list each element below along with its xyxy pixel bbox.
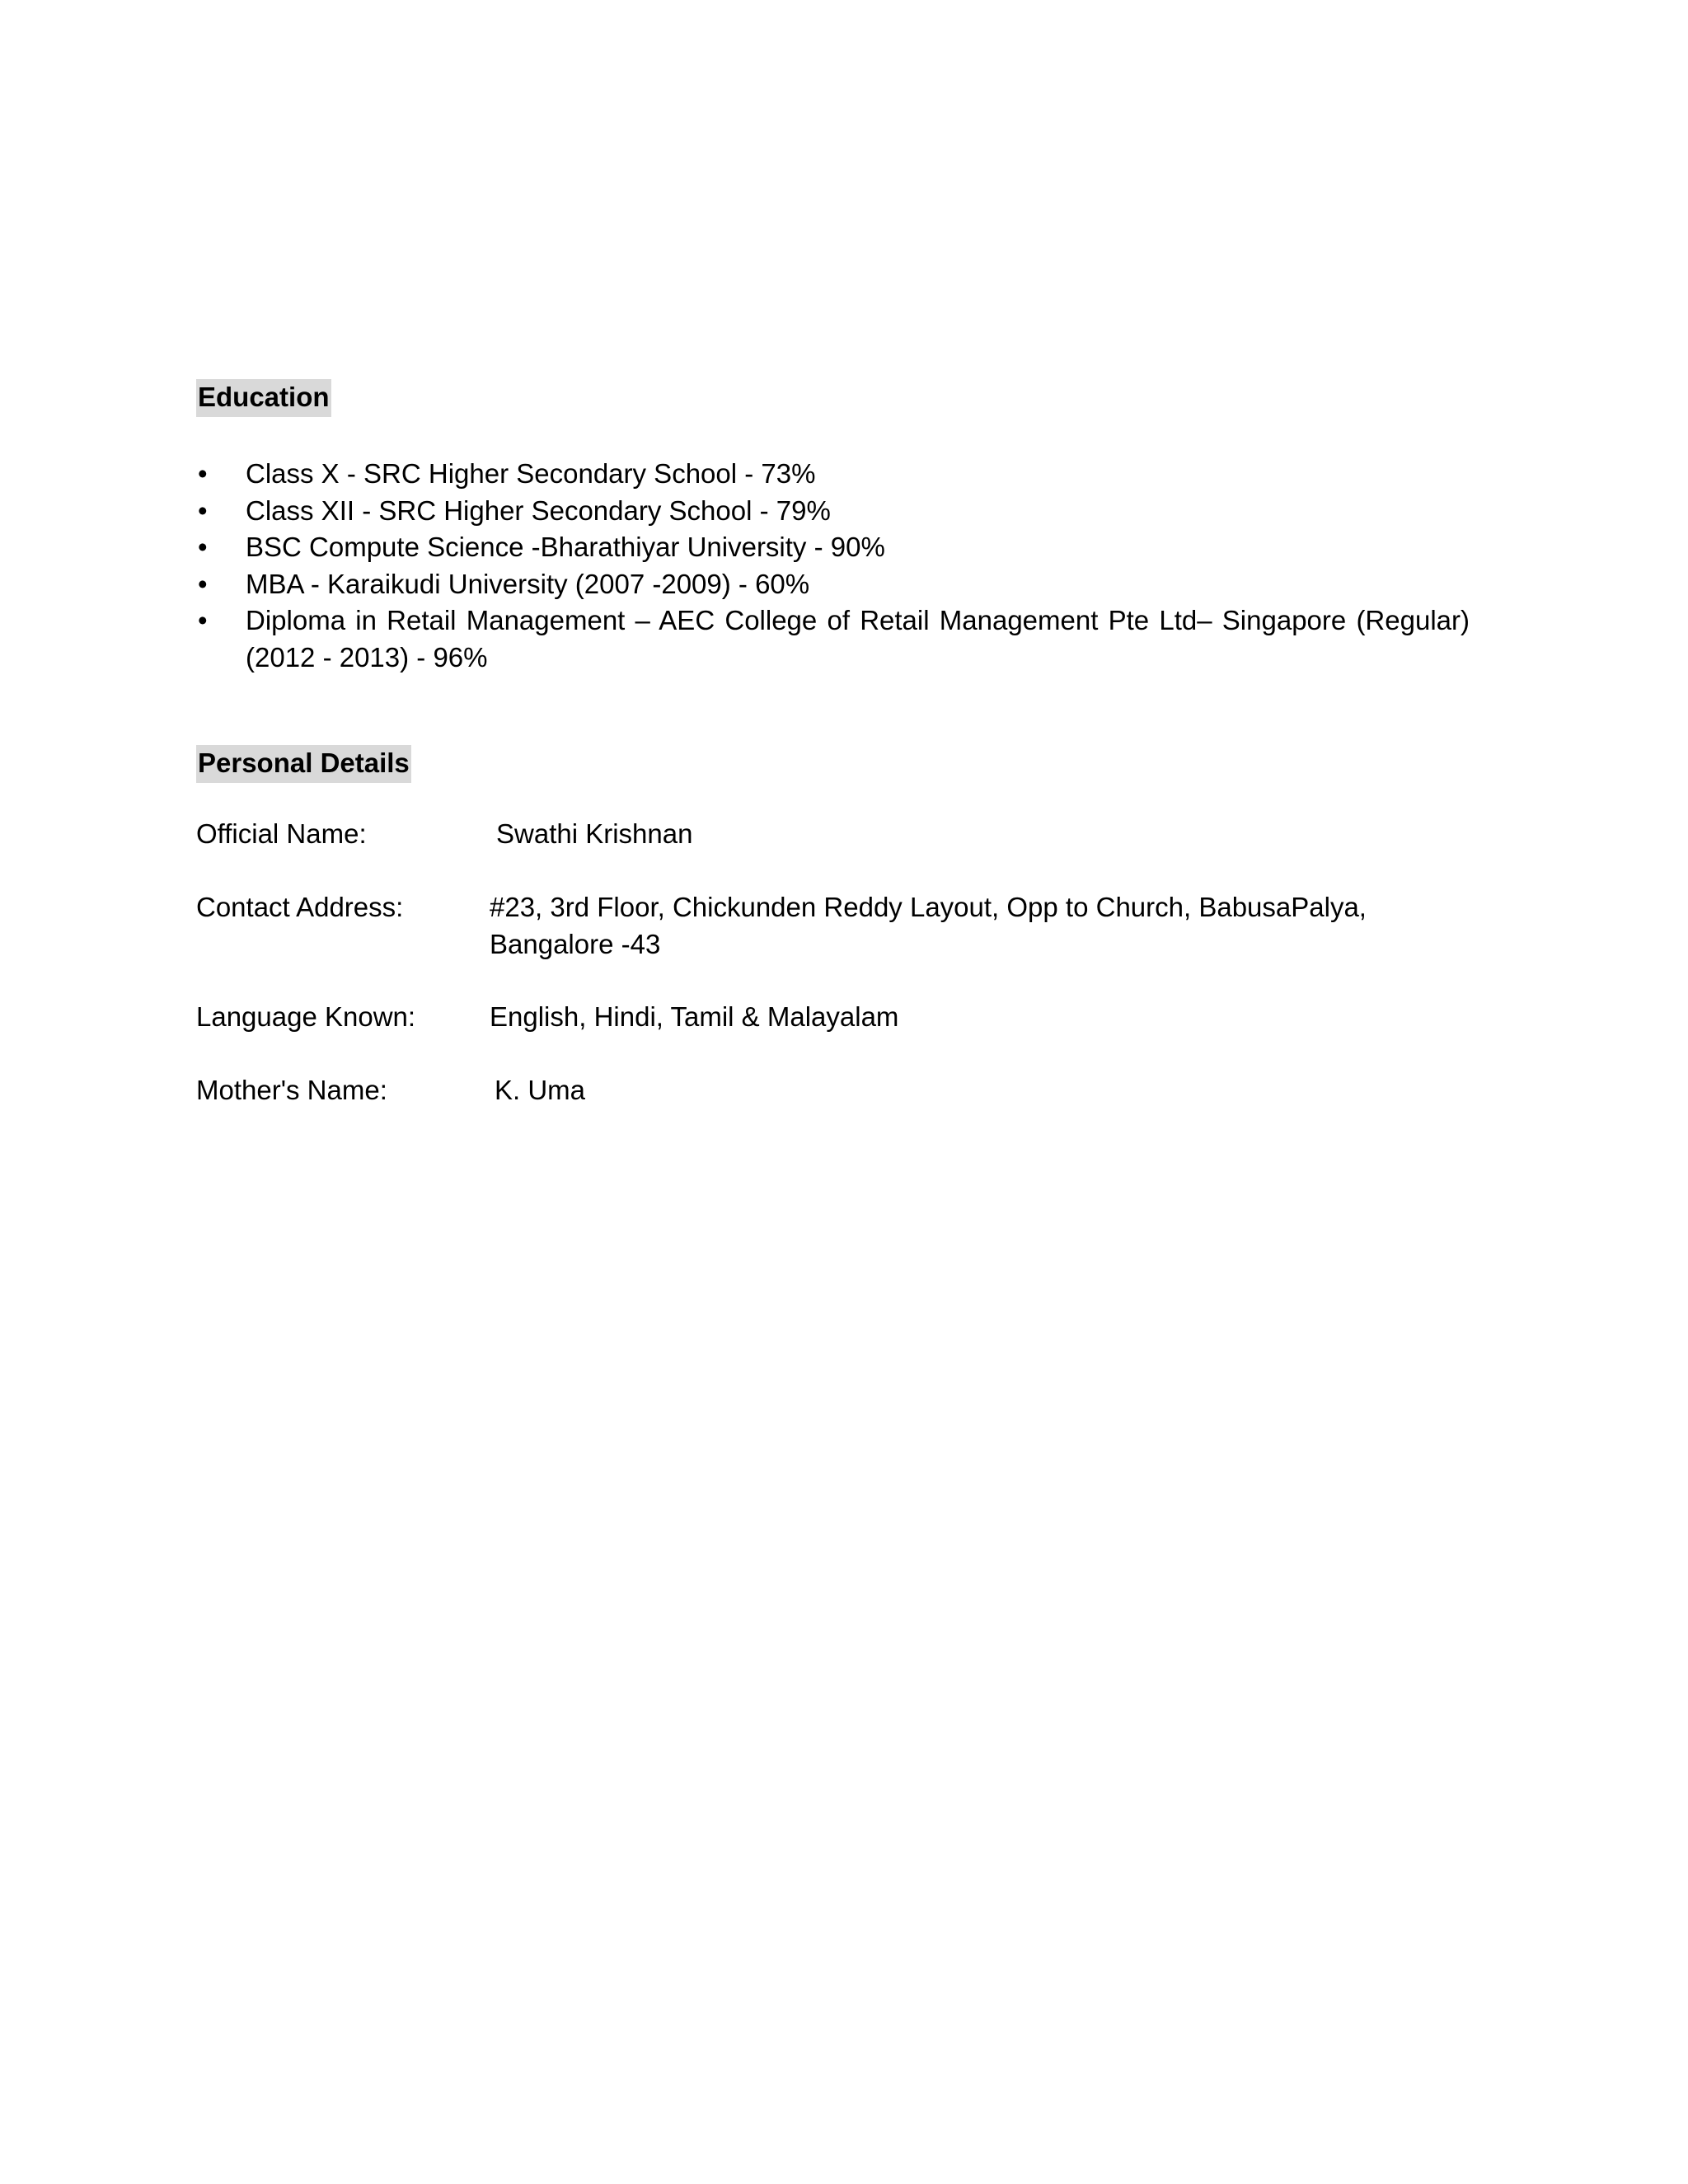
list-item [196,529,1470,566]
personal-details-heading: Personal Details [196,745,411,783]
bullet-icon: • [198,494,208,526]
mothers-name-value: K. Uma [495,1075,586,1105]
bullet-icon: • [198,605,208,635]
mothers-name-label: Mother's Name: [196,1075,387,1105]
bullet-icon: • [198,532,208,562]
official-name-label: Official Name: [196,818,367,849]
education-item-text: MBA - Karaikudi University (2007 -2009) - 60% [246,568,810,599]
address-line-1: #23, 3rd Floor, Chickunden Reddy Layout, Opp to Church, BabusaPalya, [490,892,1367,922]
education-heading: Education [196,379,331,417]
education-item-text: Diploma in Retail Management – AEC College of Retail Management Pte Ltd– Singapore (Regular) (2012 - 2013) - 96% [246,605,1470,673]
education-item-text: Class XII - SRC Higher Secondary School - 79% [246,494,831,526]
contact-address-label: Contact Address: [196,892,404,922]
list-item [196,602,1470,676]
list-item [196,493,1470,530]
education-list [196,456,1470,676]
bullet-icon: • [198,568,208,599]
contact-address-value [490,889,1367,963]
education-item-text: BSC Compute Science -Bharathiyar University - 90% [246,532,885,562]
language-known-value: English, Hindi, Tamil & Malayalam [490,1001,899,1032]
bullet-icon: • [198,458,208,489]
address-line-2: Bangalore -43 [490,928,661,959]
list-item [196,566,1470,603]
list-item [196,456,1470,493]
language-known-label: Language Known: [196,1001,416,1032]
official-name-value: Swathi Krishnan [496,818,693,849]
education-item-text: Class X - SRC Higher Secondary School - 73% [246,458,816,489]
